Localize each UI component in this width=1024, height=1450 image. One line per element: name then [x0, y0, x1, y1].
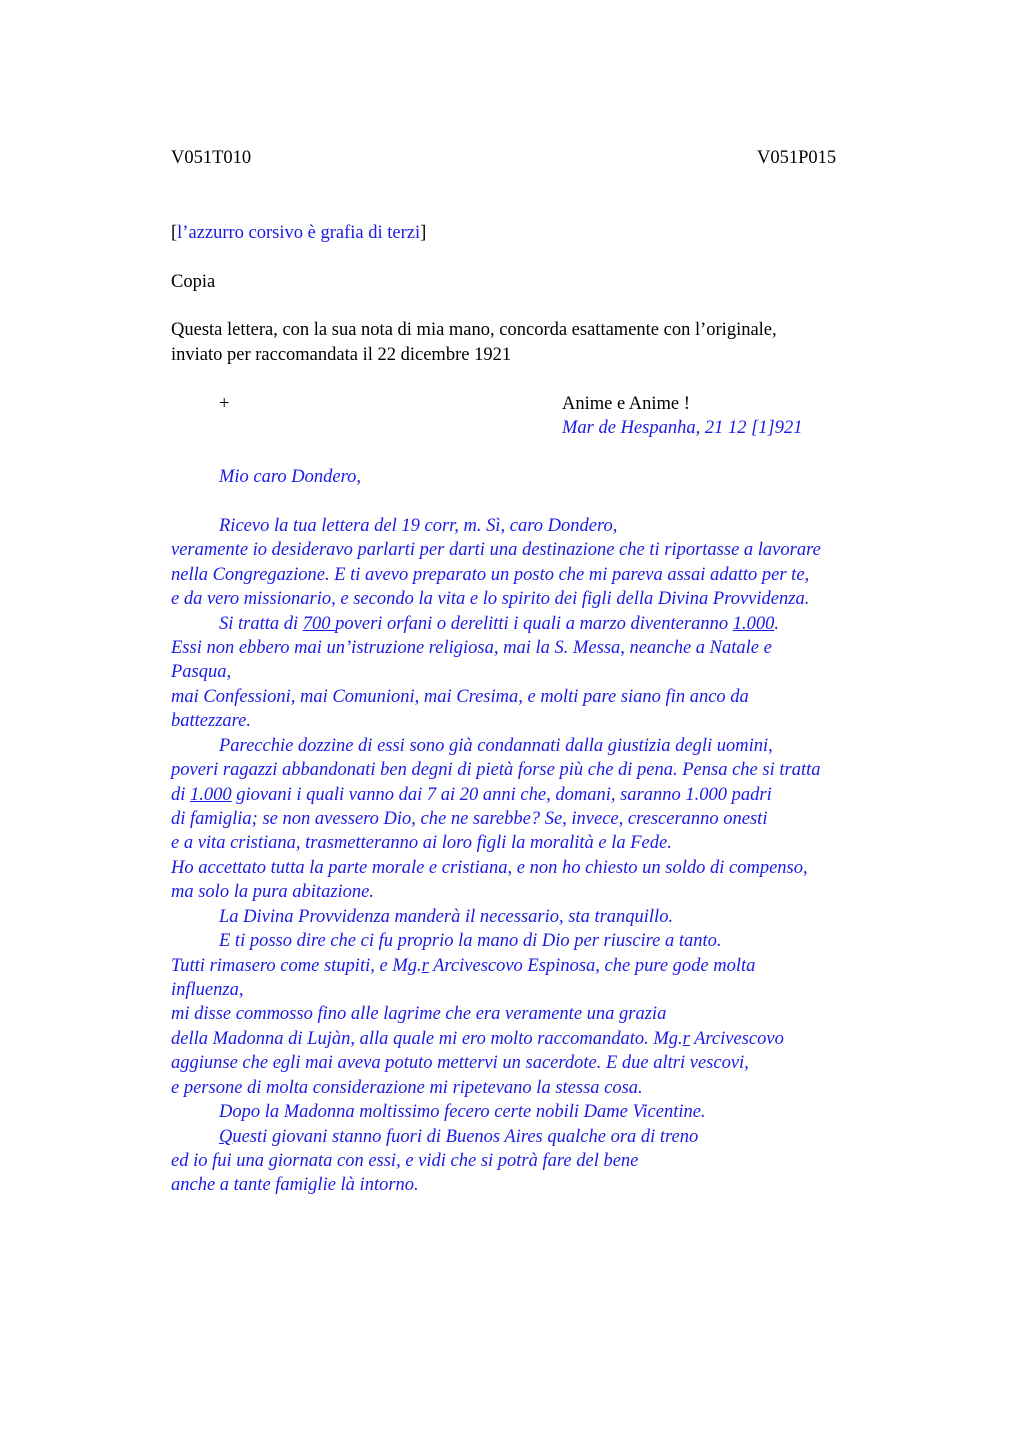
body-line: ma solo la pura abitazione. — [171, 882, 374, 902]
body-text: della Madonna di Lujàn, alla quale mi ero molto raccomandato. Mg. — [171, 1029, 683, 1049]
underlined-abbrev: r — [682, 1029, 690, 1049]
body-line: ed io fui una giornata con essi, e vidi che si potrà fare del bene — [171, 1151, 639, 1171]
body-text: Arcivescovo Espinosa, che pure gode molta — [428, 956, 756, 976]
editorial-note — [171, 221, 426, 246]
underlined-abbrev: r — [421, 956, 429, 976]
document-code-right: V051P015 — [757, 148, 837, 168]
body-line: e persone di molta considerazione mi ripetevano la stessa cosa. — [171, 1078, 643, 1098]
underlined-number: 700 — [302, 614, 336, 634]
body-line: mi disse commosso fino alle lagrime che era veramente una grazia — [171, 1004, 667, 1024]
intro-line-2: inviato per raccomandata il 22 dicembre 1921 — [171, 345, 512, 365]
body-line — [171, 1027, 784, 1052]
body-line — [219, 1125, 698, 1150]
note-bracket-open: [ — [171, 223, 178, 243]
place-date: Mar de Hespanha, 21 12 [1]921 — [562, 418, 803, 438]
body-line — [171, 783, 772, 808]
body-line: battezzare. — [171, 711, 251, 731]
body-line: influenza, — [171, 980, 244, 1000]
body-line: anche a tante famiglie là intorno. — [171, 1175, 419, 1195]
body-line: Parecchie dozzine di essi sono già condannati dalla giustizia degli uomini, — [219, 736, 773, 756]
body-line: Ricevo la tua lettera del 19 corr, m. Sì, caro Dondero, — [219, 516, 618, 536]
note-bracket-close: ] — [420, 223, 427, 243]
motto: Anime e Anime ! — [562, 394, 690, 414]
underlined-number: 1.000 — [732, 614, 775, 634]
body-line: aggiunse che egli mai aveva potuto mettervi un sacerdote. E due altri vescovi, — [171, 1053, 749, 1073]
underlined-letter: Q — [219, 1127, 233, 1147]
body-line — [219, 612, 779, 637]
body-line: e a vita cristiana, trasmetteranno ai loro figli la moralità e la Fede. — [171, 833, 672, 853]
salutation: Mio caro Dondero, — [219, 467, 361, 487]
underlined-number: 1.000 — [190, 785, 232, 805]
body-text: giovani i quali vanno dai 7 ai 20 anni che, domani, saranno 1.000 padri — [231, 785, 772, 805]
cross-symbol: + — [219, 394, 230, 414]
note-text: l’azzurro corsivo è grafia di terzi — [177, 223, 421, 243]
body-line: nella Congregazione. E ti avevo preparato un posto che mi pareva assai adatto per te, — [171, 565, 810, 585]
body-line: di famiglia; se non avessero Dio, che ne sarebbe? Se, invece, cresceranno onesti — [171, 809, 768, 829]
intro-line-1: Questa lettera, con la sua nota di mia mano, concorda esattamente con l’originale, — [171, 320, 777, 340]
body-line: Pasqua, — [171, 662, 232, 682]
body-line: veramente io desideravo parlarti per darti una destinazione che ti riportasse a lavorare — [171, 540, 821, 560]
body-line: e da vero missionario, e secondo la vita e lo spirito dei figli della Divina Provvidenza. — [171, 589, 810, 609]
body-line: Ho accettato tutta la parte morale e cristiana, e non ho chiesto un soldo di compenso, — [171, 858, 808, 878]
body-line: poveri ragazzi abbandonati ben degni di pietà forse più che di pena. Pensa che si tratta — [171, 760, 821, 780]
copy-label: Copia — [171, 272, 216, 292]
body-line: E ti posso dire che ci fu proprio la mano di Dio per riuscire a tanto. — [219, 931, 722, 951]
body-text: . — [774, 614, 779, 634]
body-text: poveri orfani o derelitti i quali a marzo diventeranno — [335, 614, 733, 634]
body-line: Essi non ebbero mai un’istruzione religiosa, mai la S. Messa, neanche a Natale e — [171, 638, 772, 658]
body-text: Si tratta di — [219, 614, 303, 634]
body-text: di — [171, 785, 191, 805]
body-line — [171, 954, 755, 979]
body-text: uesti giovani stanno fuori di Buenos Aires qualche ora di treno — [232, 1127, 699, 1147]
body-line: La Divina Provvidenza manderà il necessario, sta tranquillo. — [219, 907, 674, 927]
body-line: mai Confessioni, mai Comunioni, mai Cresima, e molti pare siano fin anco da — [171, 687, 749, 707]
body-line: Dopo la Madonna moltissimo fecero certe nobili Dame Vicentine. — [219, 1102, 706, 1122]
body-text: Tutti rimasero come stupiti, e Mg. — [171, 956, 422, 976]
body-text: Arcivescovo — [689, 1029, 784, 1049]
document-code-left: V051T010 — [171, 148, 252, 168]
